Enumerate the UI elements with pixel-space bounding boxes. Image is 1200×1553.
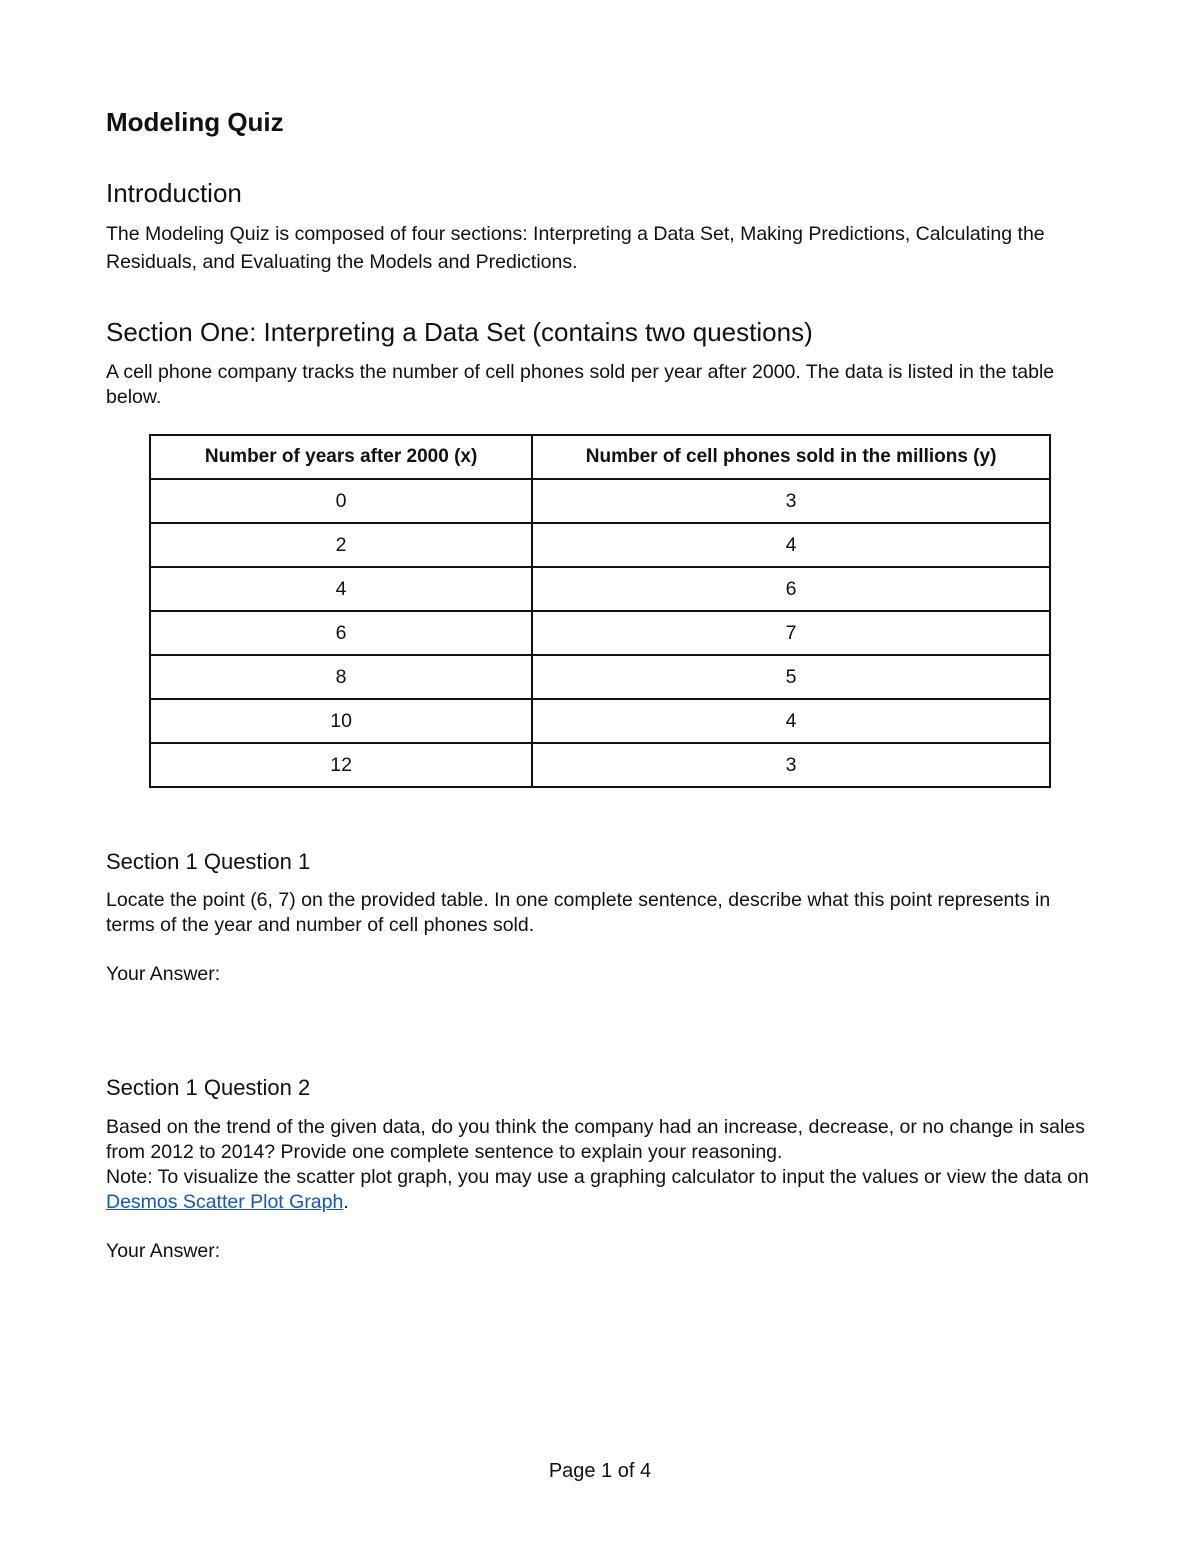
table-row <box>150 611 1050 655</box>
table-cell-x: 6 <box>150 611 532 655</box>
table-cell-y: 7 <box>532 611 1050 655</box>
table-cell-x: 4 <box>150 567 532 611</box>
question-2-note-suffix: . <box>343 1191 349 1213</box>
page-number: Page 1 of 4 <box>548 1460 652 1482</box>
table-cell-x: 10 <box>150 699 532 743</box>
intro-paragraph: The Modeling Quiz is composed of four sections: Interpreting a Data Set, Making Predictions, Calculating the Residuals, and Evaluating the Models and Predictions. <box>106 223 1045 273</box>
question-1-heading: Section 1 Question 1 <box>106 849 311 874</box>
section-one-heading: Section One: Interpreting a Data Set (contains two questions) <box>106 317 813 347</box>
document-title: Modeling Quiz <box>106 107 284 137</box>
table-header-row <box>150 435 1050 479</box>
question-1-answer-label: Your Answer: <box>106 963 221 985</box>
column-header-x: Number of years after 2000 (x) <box>150 435 532 479</box>
table-cell-x: 0 <box>150 479 532 523</box>
table-cell-x: 8 <box>150 655 532 699</box>
table-cell-y: 3 <box>532 743 1050 787</box>
table-row <box>150 523 1050 567</box>
table-row <box>150 655 1050 699</box>
table-row <box>150 699 1050 743</box>
question-2-body <box>106 1115 1096 1215</box>
table-row <box>150 567 1050 611</box>
question-2-heading: Section 1 Question 2 <box>106 1075 311 1100</box>
intro-heading: Introduction <box>106 178 242 208</box>
table-row <box>150 743 1050 787</box>
question-2-answer-label: Your Answer: <box>106 1240 221 1262</box>
section-one-paragraph: A cell phone company tracks the number of cell phones sold per year after 2000. The data is listed in the table below. <box>106 361 1055 408</box>
question-2-text: Based on the trend of the given data, do you think the company had an increase, decrease, or no change in sales from 2012 to 2014? Provide one complete sentence to explain your reasoning. <box>106 1116 1085 1163</box>
table-cell-y: 5 <box>532 655 1050 699</box>
table-cell-y: 3 <box>532 479 1050 523</box>
table-cell-x: 2 <box>150 523 532 567</box>
data-table <box>149 434 1051 788</box>
table-cell-y: 6 <box>532 567 1050 611</box>
table-cell-y: 4 <box>532 699 1050 743</box>
question-2-note <box>106 1165 1096 1215</box>
table-cell-x: 12 <box>150 743 532 787</box>
column-header-y: Number of cell phones sold in the millions (y) <box>532 435 1050 479</box>
table-row <box>150 479 1050 523</box>
desmos-link[interactable]: Desmos Scatter Plot Graph <box>106 1191 344 1213</box>
question-2-note-prefix: Note: To visualize the scatter plot graph, you may use a graphing calculator to input the values or view the data on <box>106 1166 1089 1188</box>
table-cell-y: 4 <box>532 523 1050 567</box>
question-1-text: Locate the point (6, 7) on the provided table. In one complete sentence, describe what this point represents in terms of the year and number of cell phones sold. <box>106 889 1051 936</box>
